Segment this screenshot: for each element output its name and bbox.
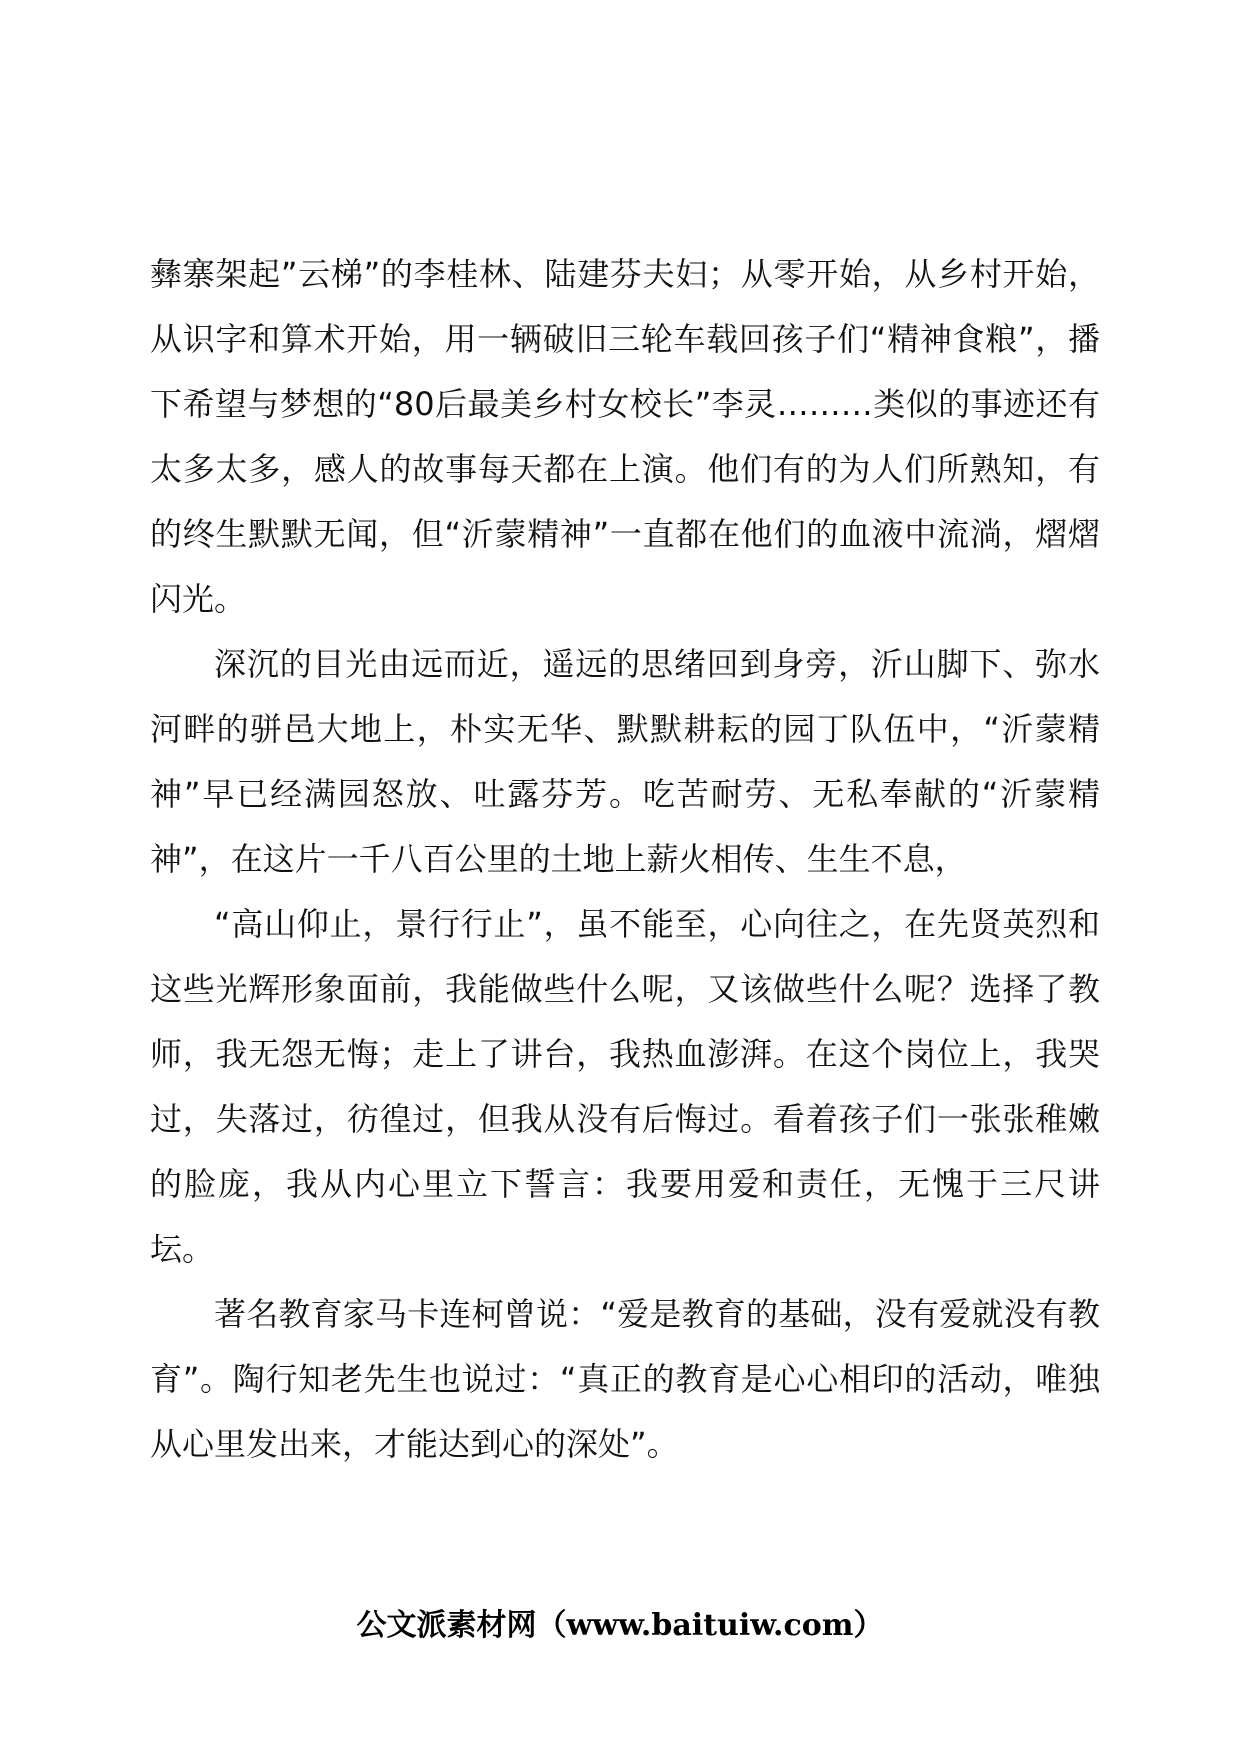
paragraph-3: “高山仰止，景行行止”，虽不能至，心向往之，在先贤英烈和这些光辉形象面前，我能做些什么呢，又该做些什么呢？选择了教师，我无怨无悔；走上了讲台，我热血澎湃。在这个岗位上，我哭过，失落过，彷徨过，但我从没有后悔过。看着孩子们一张张稚嫩的脸庞，我从内心里立下誓言：我要用爱和责任，无愧于三尺讲坛。	[150, 905, 1100, 1268]
footer-watermark: 公文派素材网（www.baituiw.com）	[356, 1608, 884, 1643]
document-body	[150, 242, 1100, 1477]
paragraph-2: 深沉的目光由远而近，遥远的思绪回到身旁，沂山脚下、弥水河畔的骈邑大地上，朴实无华、默默耕耘的园丁队伍中，“沂蒙精神”早已经满园怒放、吐露芬芳。吃苦耐劳、无私奉献的“沂蒙精神”，在这片一千八百公里的土地上薪火相传、生生不息，	[150, 645, 1100, 878]
paragraph-4: 著名教育家马卡连柯曾说：“爱是教育的基础，没有爱就没有教育”。陶行知老先生也说过：“真正的教育是心心相印的活动，唯独从心里发出来，才能达到心的深处”。	[150, 1295, 1100, 1463]
paragraph-1: 彝寨架起”云梯”的李桂林、陆建芬夫妇；从零开始，从乡村开始，从识字和算术开始，用一辆破旧三轮车载回孩子们“精神食粮”，播下希望与梦想的“80后最美乡村女校长”李灵………类似的事迹还有太多太多，感人的故事每天都在上演。他们有的为人们所熟知，有的终生默默无闻，但“沂蒙精神”一直都在他们的血液中流淌，熠熠闪光。	[150, 255, 1100, 618]
